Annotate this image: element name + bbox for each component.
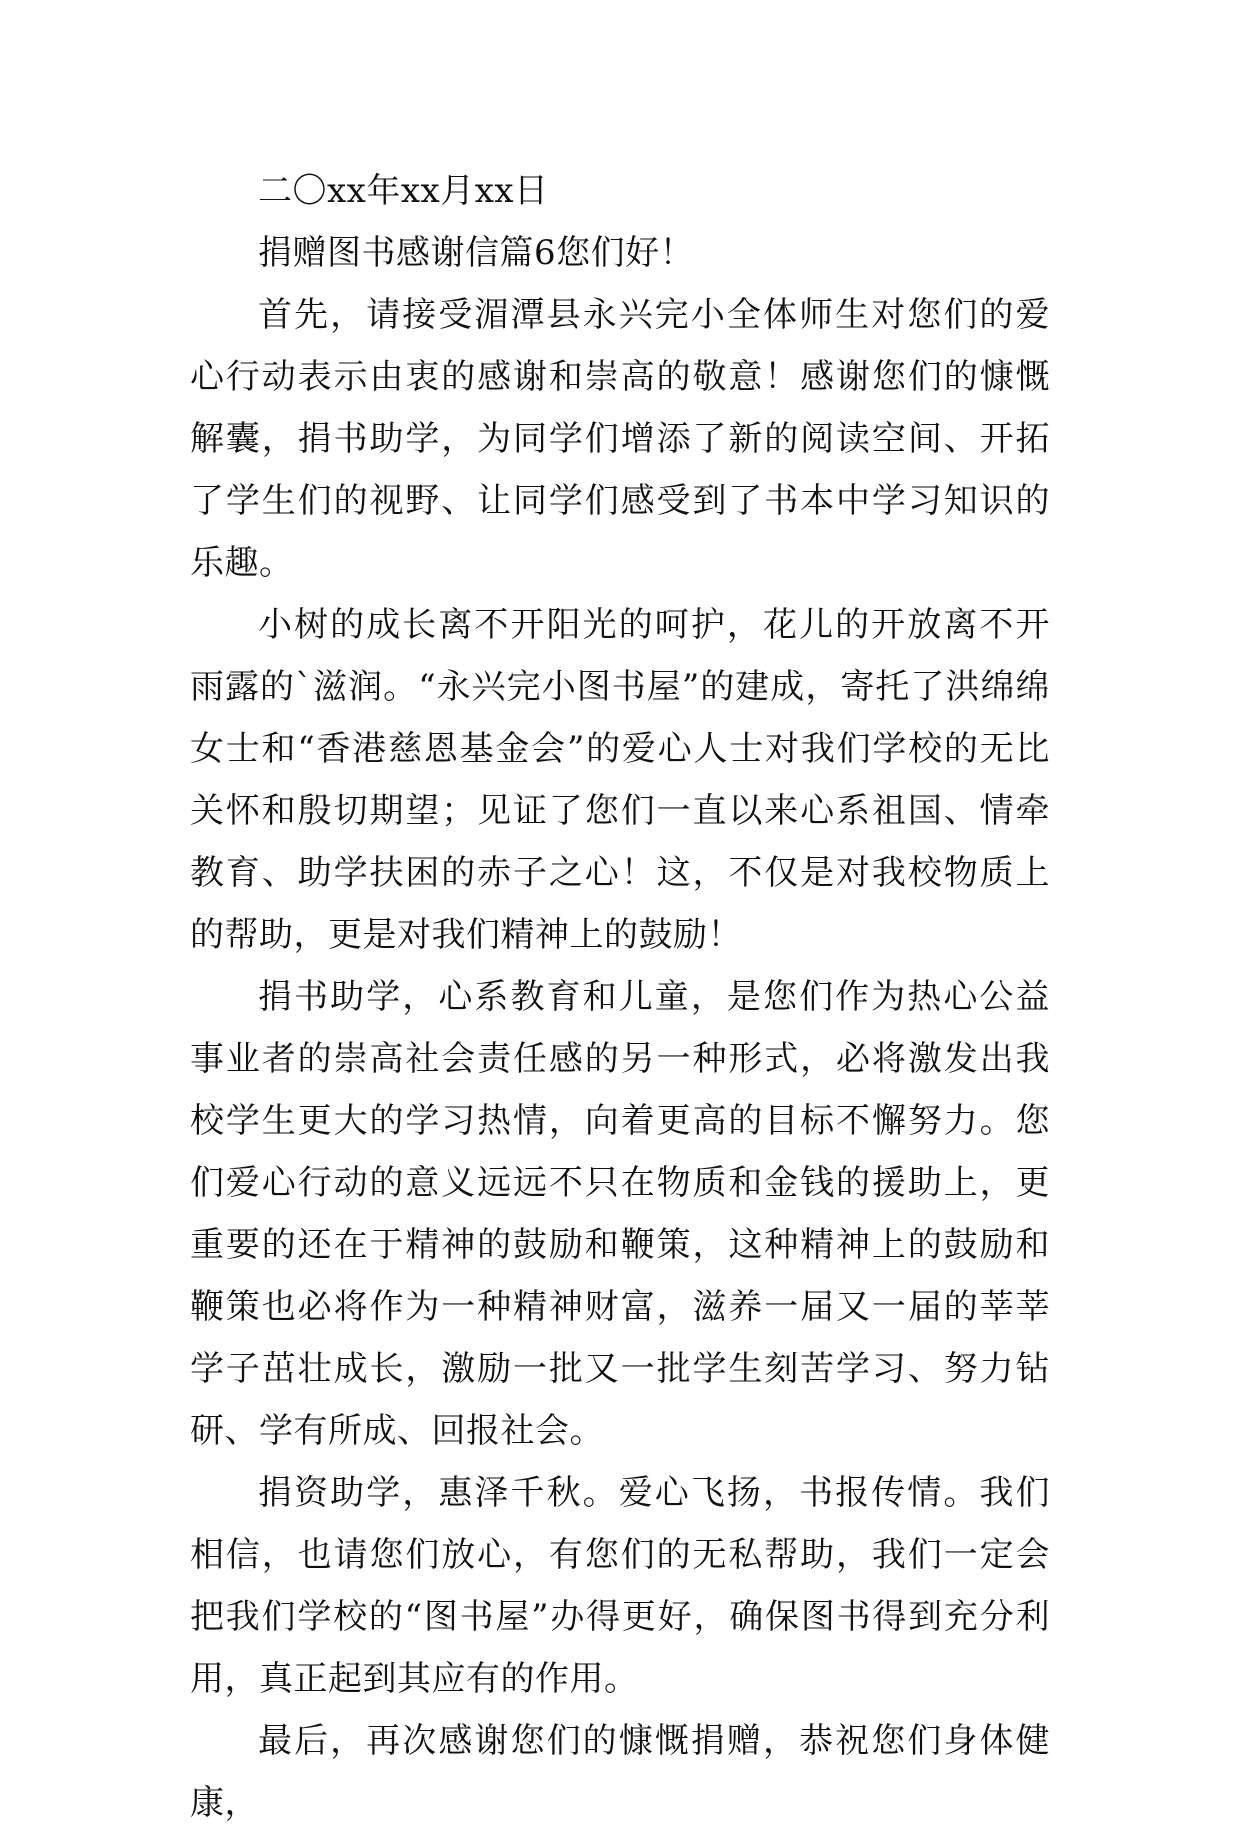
body-paragraph-2: 小树的成长离不开阳光的呵护，花儿的开放离不开雨露的`滋润。“永兴完小图书屋”的建成，寄托了洪绵绵女士和“香港慈恩基金会”的爱心人士对我们学校的无比关怀和殷切期望；见证了您们一直以来心系祖国、情牵教育、助学扶困的赤子之心！这，不仅是对我校物质上的帮助，更是对我们精神上的鼓励！ bbox=[190, 605, 1050, 955]
body-paragraph-1: 首先，请接受湄潭县永兴完小全体师生对您们的爱心行动表示由衷的感谢和崇高的敬意！感谢您们的慷慨解囊，捐书助学，为同学们增添了新的阅读空间、开拓了学生们的视野、让同学们感受到了书本中学习知识的乐趣。 bbox=[190, 295, 1050, 583]
body-paragraph-5: 最后，再次感谢您们的慷慨捐赠，恭祝您们身体健康， bbox=[190, 1721, 1050, 1823]
letter-heading-greeting: 捐赠图书感谢信篇6您们好！ bbox=[258, 233, 695, 273]
body-paragraph-3: 捐书助学，心系教育和儿童，是您们作为热心公益事业者的崇高社会责任感的另一种形式，必将激发出我校学生更大的学习热情，向着更高的目标不懈努力。您们爱心行动的意义远远不只在物质和金钱的援助上，更重要的还在于精神的鼓励和鞭策，这种精神上的鼓励和鞭策也必将作为一种精神财富，滋养一届又一届的莘莘学子茁壮成长，激励一批又一批学生刻苦学习、努力钻研、学有所成、回报社会。 bbox=[190, 977, 1050, 1451]
letter-body bbox=[190, 160, 1050, 1834]
body-paragraph-4: 捐资助学，惠泽千秋。爱心飞扬，书报传情。我们相信，也请您们放心，有您们的无私帮助，我们一定会把我们学校的“图书屋”办得更好，确保图书得到充分利用，真正起到其应有的作用。 bbox=[190, 1473, 1050, 1699]
date-line: 二〇xx年xx月xx日 bbox=[258, 171, 549, 211]
